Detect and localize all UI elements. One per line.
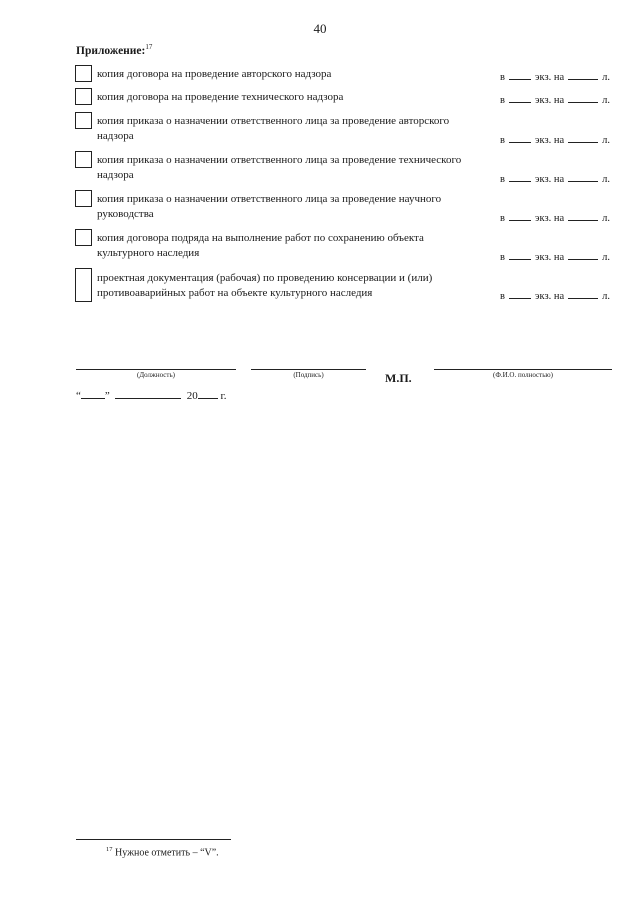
copies-sheets-text: л. [602,291,610,302]
copies-sheets-text: л. [602,252,610,263]
appendix-item-checkbox[interactable] [75,229,92,246]
appendix-item-checkbox[interactable] [75,190,92,207]
stamp-label: М.П. [385,371,412,385]
footnote-ref: 17 [145,43,153,51]
copies-in-text: в [500,291,505,302]
appendix-item [75,151,610,183]
appendix-item-label: копия договора на проведение технического надзора [97,91,344,103]
copies-field [480,133,610,147]
copies-in-text: в [500,95,505,106]
appendix-item-label: копия приказа о назначении ответственного лица за проведение авторского надзора [97,115,450,142]
copies-ex-text: экз. на [534,72,565,83]
copies-sheets-text: л. [602,135,610,146]
sheets-count-blank[interactable] [568,250,598,260]
date-close-quote: ” [104,390,110,402]
appendix-item [75,112,610,144]
copies-in-text: в [500,72,505,83]
copies-count-blank[interactable] [509,250,531,260]
copies-ex-text: экз. на [534,95,565,106]
year-suffix: г. [220,390,227,402]
position-caption: (Должность) [137,371,175,379]
appendix-item-checkbox[interactable] [75,65,92,82]
appendix-item-label: копия договора подряда на выполнение работ по сохранению объекта культурного наследия [97,232,424,259]
footnote [106,846,219,858]
copies-count-blank[interactable] [509,133,531,143]
copies-count-blank[interactable] [509,93,531,103]
copies-ex-text: экз. на [534,252,565,263]
date-line [76,388,227,402]
copies-ex-text: экз. на [534,174,565,185]
copies-field [480,250,610,264]
copies-field [480,211,610,225]
footnote-divider [76,839,231,840]
copies-count-blank[interactable] [509,172,531,182]
copies-field [480,289,610,303]
appendix-item-checkbox[interactable] [75,112,92,129]
copies-count-blank[interactable] [509,211,531,221]
appendix-item-label: проектная документация (рабочая) по проведению консервации и (или) противоаварийных работ на объекте культурного наследия [97,272,433,299]
sheets-count-blank[interactable] [568,133,598,143]
copies-in-text: в [500,135,505,146]
position-line[interactable] [76,369,236,370]
copies-sheets-text: л. [602,174,610,185]
footnote-text: Нужное отметить – “V”. [115,847,219,859]
day-blank[interactable] [81,388,105,399]
signature-line[interactable] [251,369,366,370]
signature-caption: (Подпись) [293,371,324,379]
appendix-title [76,43,152,57]
appendix-item [75,268,610,304]
appendix-item [75,88,610,108]
copies-count-blank[interactable] [509,289,531,299]
copies-sheets-text: л. [602,213,610,224]
copies-field [480,93,610,107]
copies-sheets-text: л. [602,95,610,106]
month-blank[interactable] [115,388,181,399]
full-name-caption: (Ф.И.О. полностью) [493,371,553,379]
footnote-number: 17 [106,846,113,853]
appendix-item-label: копия приказа о назначении ответственного лица за проведение технического надзора [97,154,462,181]
appendix-item-checkbox[interactable] [75,268,92,302]
copies-count-blank[interactable] [509,70,531,80]
page-number: 40 [313,21,327,36]
appendix-item-checkbox[interactable] [75,151,92,168]
sheets-count-blank[interactable] [568,211,598,221]
appendix-item [75,229,610,261]
sheets-count-blank[interactable] [568,93,598,103]
copies-in-text: в [500,252,505,263]
appendix-item-label: копия приказа о назначении ответственного лица за проведение научного руководства [97,193,442,220]
copies-field [480,70,610,84]
copies-ex-text: экз. на [534,213,565,224]
sheets-count-blank[interactable] [568,289,598,299]
year-prefix: 20 [186,390,198,402]
appendix-item [75,65,610,85]
sheets-count-blank[interactable] [568,172,598,182]
copies-ex-text: экз. на [534,135,565,146]
year-blank[interactable] [198,388,218,399]
appendix-item-checkbox[interactable] [75,88,92,105]
date-open-quote: “ [76,390,81,402]
sheets-count-blank[interactable] [568,70,598,80]
copies-ex-text: экз. на [534,291,565,302]
appendix-item [75,190,610,222]
appendix-title-text: Приложение: [76,44,146,57]
appendix-item-label: копия договора на проведение авторского надзора [97,68,332,80]
copies-field [480,172,610,186]
full-name-line[interactable] [434,369,612,370]
copies-in-text: в [500,213,505,224]
copies-sheets-text: л. [602,72,610,83]
copies-in-text: в [500,174,505,185]
